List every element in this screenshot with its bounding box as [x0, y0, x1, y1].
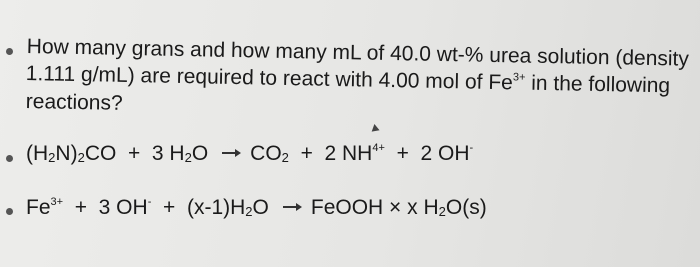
subscript: 2	[245, 204, 253, 219]
subscript: 2	[184, 150, 192, 165]
superscript: 4+	[372, 142, 385, 154]
subscript: 2	[438, 204, 446, 219]
formula-text: (H	[26, 142, 49, 165]
question-text: How many grans and how many mL of 40.0 wt-% urea solution (density	[26, 35, 690, 71]
formula-text: + 2 OH	[384, 142, 470, 165]
equation-2	[26, 196, 487, 220]
formula-text: CO	[250, 142, 282, 165]
subscript: 2	[48, 150, 56, 165]
formula-text: N)	[55, 142, 78, 165]
subscript: 2	[77, 150, 85, 165]
question-text: in the following	[525, 71, 671, 98]
formula-text: Fe	[26, 196, 51, 219]
question-line-3	[26, 90, 123, 116]
superscript: 3+	[512, 71, 526, 84]
superscript: -	[469, 142, 474, 154]
formula-text: O(s)	[445, 196, 487, 219]
subscript: 2	[281, 150, 289, 165]
formula-text: + 2 NH	[288, 142, 373, 165]
question-text: reactions?	[25, 90, 123, 115]
formula-text: + 3 OH	[63, 196, 148, 219]
formula-text: O	[252, 196, 269, 219]
equation-1	[26, 142, 473, 166]
superscript: -	[147, 196, 152, 208]
bullet-dot	[6, 208, 13, 215]
bullet-dot	[6, 155, 13, 162]
mouse-cursor-icon	[370, 123, 379, 131]
reaction-arrow-icon	[283, 206, 299, 208]
formula-text: CO + 3 H	[84, 142, 185, 165]
formula-text: FeOOH × x H	[310, 196, 439, 219]
formula-text: + (x-1)H	[151, 196, 246, 219]
reaction-arrow-icon	[222, 152, 238, 154]
bullet-dot	[6, 48, 13, 55]
superscript: 3+	[50, 196, 64, 208]
formula-text: O	[191, 142, 209, 165]
question-text: 1.111 g/mL) are required to react with 4.00 mol of Fe	[25, 62, 514, 95]
